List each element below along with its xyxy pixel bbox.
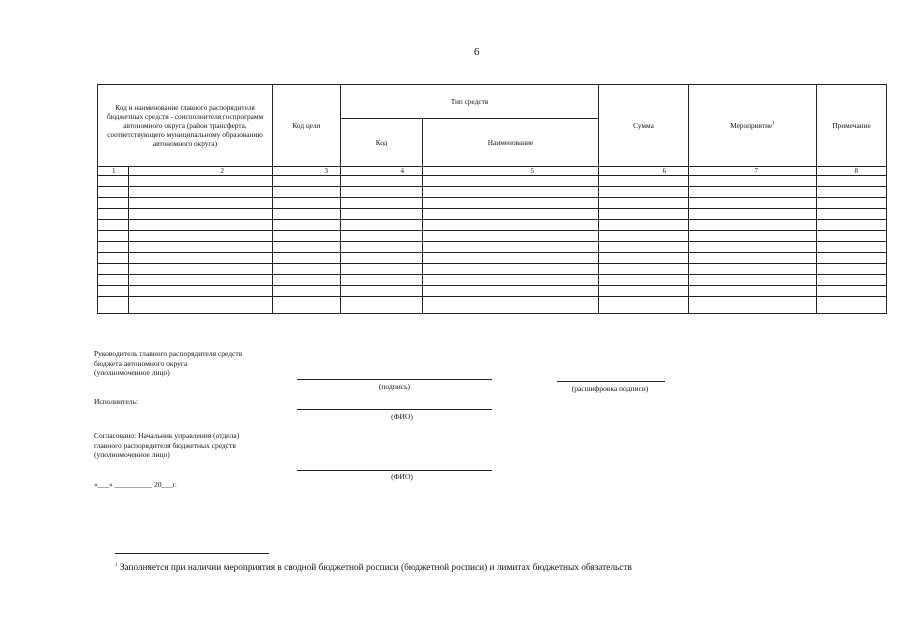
table-cell[interactable] (341, 209, 423, 220)
table-row (98, 264, 887, 275)
table-cell[interactable] (599, 286, 689, 297)
table-row (98, 220, 887, 231)
column-number: 1 (98, 167, 129, 176)
table-cell[interactable] (689, 209, 817, 220)
table-cell[interactable] (273, 242, 341, 253)
executor-fio-caption: (ФИО) (391, 412, 413, 421)
table-cell[interactable] (689, 286, 817, 297)
table-cell[interactable] (98, 220, 129, 231)
table-cell[interactable] (98, 242, 129, 253)
table-cell[interactable] (817, 242, 887, 253)
table-cell[interactable] (273, 209, 341, 220)
table-row (98, 275, 887, 286)
table-cell[interactable] (129, 231, 273, 242)
table-cell[interactable] (273, 253, 341, 264)
column-number: 4 (341, 167, 423, 176)
table-cell[interactable] (817, 286, 887, 297)
date-line: «___» __________ 20___г. (94, 480, 177, 489)
page-number: 6 (474, 46, 480, 58)
table-cell[interactable] (341, 187, 423, 198)
table-cell[interactable] (423, 220, 599, 231)
table-cell[interactable] (689, 187, 817, 198)
table-cell[interactable] (423, 187, 599, 198)
signature-caption: (подпись) (378, 382, 411, 391)
blank-rows (98, 176, 887, 314)
table-cell[interactable] (129, 264, 273, 275)
column-number-row (98, 167, 887, 176)
funds-table (97, 84, 887, 314)
table-cell[interactable] (423, 264, 599, 275)
column-number: 8 (817, 167, 887, 176)
table-cell[interactable] (689, 220, 817, 231)
header-name: Наименование (423, 119, 599, 167)
table-cell[interactable] (98, 176, 129, 187)
executor-label: Исполнитель: (94, 397, 139, 406)
table-cell[interactable] (341, 286, 423, 297)
table-cell[interactable] (599, 176, 689, 187)
header-goal-code: Код цели (273, 85, 341, 167)
table-cell[interactable] (129, 176, 273, 187)
table-cell[interactable] (599, 242, 689, 253)
table-row (98, 209, 887, 220)
table-cell[interactable] (341, 253, 423, 264)
header-budget-holder: Код и наименование главного распорядителя бюджетных средств - соисполнителя госпрограмм автономного округа (район трансферта, соответствующего муниципальному образованию автономного округа) (98, 85, 273, 167)
signature-decode-line[interactable] (557, 381, 665, 382)
table-cell[interactable] (273, 220, 341, 231)
table-cell[interactable] (341, 297, 423, 314)
table-cell[interactable] (599, 264, 689, 275)
table-cell[interactable] (273, 297, 341, 314)
table-cell[interactable] (273, 275, 341, 286)
table-row (98, 253, 887, 264)
table-cell[interactable] (341, 231, 423, 242)
table-cell[interactable] (599, 231, 689, 242)
table-cell[interactable] (689, 264, 817, 275)
table-cell[interactable] (817, 264, 887, 275)
header-sum: Сумма (599, 85, 689, 167)
table-cell[interactable] (341, 198, 423, 209)
table-cell[interactable] (98, 297, 129, 314)
head-signatory-label: Руководитель главного распорядителя средств бюджета автономного округа (уполномоченное лицо) (94, 349, 243, 377)
footnote-mark: 1 (115, 562, 118, 568)
footnote-text: Заполняется при наличии мероприятия в сводной бюджетной росписи (бюджетной росписи) и лимитах бюджетных обязательств (119, 563, 632, 573)
table-cell[interactable] (273, 231, 341, 242)
executor-line[interactable] (297, 409, 492, 410)
agreed-fio-caption: (ФИО) (391, 472, 413, 481)
table-cell[interactable] (423, 286, 599, 297)
table-cell[interactable] (423, 198, 599, 209)
table-cell[interactable] (423, 209, 599, 220)
column-number: 3 (273, 167, 341, 176)
table-cell[interactable] (129, 209, 273, 220)
table-cell[interactable] (273, 264, 341, 275)
table-cell[interactable] (98, 198, 129, 209)
table-row (98, 187, 887, 198)
table-cell[interactable] (129, 286, 273, 297)
table-row (98, 176, 887, 187)
table-cell[interactable] (129, 187, 273, 198)
table-cell[interactable] (129, 275, 273, 286)
table-cell[interactable] (98, 187, 129, 198)
table-cell[interactable] (817, 220, 887, 231)
table-cell[interactable] (98, 209, 129, 220)
table-row (98, 297, 887, 314)
agreed-label: Согласовано: Начальник управления (отдела) главного распорядителя бюджетных средств (уполномоченное лицо) (94, 431, 240, 459)
header-activity (689, 85, 817, 167)
table-cell[interactable] (689, 242, 817, 253)
table-cell[interactable] (689, 198, 817, 209)
table-cell[interactable] (817, 297, 887, 314)
column-number: 2 (129, 167, 273, 176)
table-cell[interactable] (341, 242, 423, 253)
table-cell[interactable] (423, 297, 599, 314)
table-cell[interactable] (689, 253, 817, 264)
table-row (98, 286, 887, 297)
table-row (98, 198, 887, 209)
signature-line[interactable] (297, 379, 492, 380)
table-cell[interactable] (423, 253, 599, 264)
table-cell[interactable] (423, 176, 599, 187)
table-cell[interactable] (423, 242, 599, 253)
table-cell[interactable] (273, 176, 341, 187)
table-cell[interactable] (273, 187, 341, 198)
table-row (98, 242, 887, 253)
table-cell[interactable] (689, 231, 817, 242)
header-note: Примечание (817, 85, 887, 167)
table-cell[interactable] (129, 242, 273, 253)
table-cell[interactable] (341, 220, 423, 231)
footnote-ref: 1 (772, 121, 775, 127)
table-cell[interactable] (98, 253, 129, 264)
table-cell[interactable] (98, 264, 129, 275)
table-cell[interactable] (817, 187, 887, 198)
table-cell[interactable] (98, 286, 129, 297)
table-cell[interactable] (129, 253, 273, 264)
footnote-rule (115, 553, 269, 554)
table-cell[interactable] (423, 275, 599, 286)
table-cell[interactable] (341, 176, 423, 187)
header-funds-type: Тип средств (341, 85, 599, 119)
table-cell[interactable] (817, 198, 887, 209)
table-row (98, 231, 887, 242)
table-cell[interactable] (689, 297, 817, 314)
header-code: Код (341, 119, 423, 167)
column-number: 7 (689, 167, 817, 176)
table-cell[interactable] (599, 253, 689, 264)
table-cell[interactable] (129, 220, 273, 231)
table-cell[interactable] (98, 275, 129, 286)
table-cell[interactable] (341, 275, 423, 286)
table-cell[interactable] (129, 297, 273, 314)
column-number: 6 (599, 167, 689, 176)
agreed-line[interactable] (297, 470, 492, 471)
table-cell[interactable] (689, 176, 817, 187)
header-activity-label: Мероприятие (730, 120, 773, 130)
signature-decode-caption: (расшифровка подписи) (571, 384, 649, 393)
table-cell[interactable] (817, 275, 887, 286)
table-cell[interactable] (423, 231, 599, 242)
table-cell[interactable] (273, 286, 341, 297)
table-cell[interactable] (599, 297, 689, 314)
table-cell[interactable] (817, 176, 887, 187)
table-cell[interactable] (129, 198, 273, 209)
table-cell[interactable] (817, 231, 887, 242)
table-cell[interactable] (817, 209, 887, 220)
table-cell[interactable] (817, 253, 887, 264)
footnote (115, 563, 632, 573)
table-cell[interactable] (98, 231, 129, 242)
table-cell[interactable] (273, 198, 341, 209)
table-cell[interactable] (599, 220, 689, 231)
table-cell[interactable] (341, 264, 423, 275)
table-cell[interactable] (599, 209, 689, 220)
table-cell[interactable] (689, 275, 817, 286)
table-cell[interactable] (599, 187, 689, 198)
table-cell[interactable] (599, 275, 689, 286)
column-number: 5 (423, 167, 599, 176)
table-cell[interactable] (599, 198, 689, 209)
